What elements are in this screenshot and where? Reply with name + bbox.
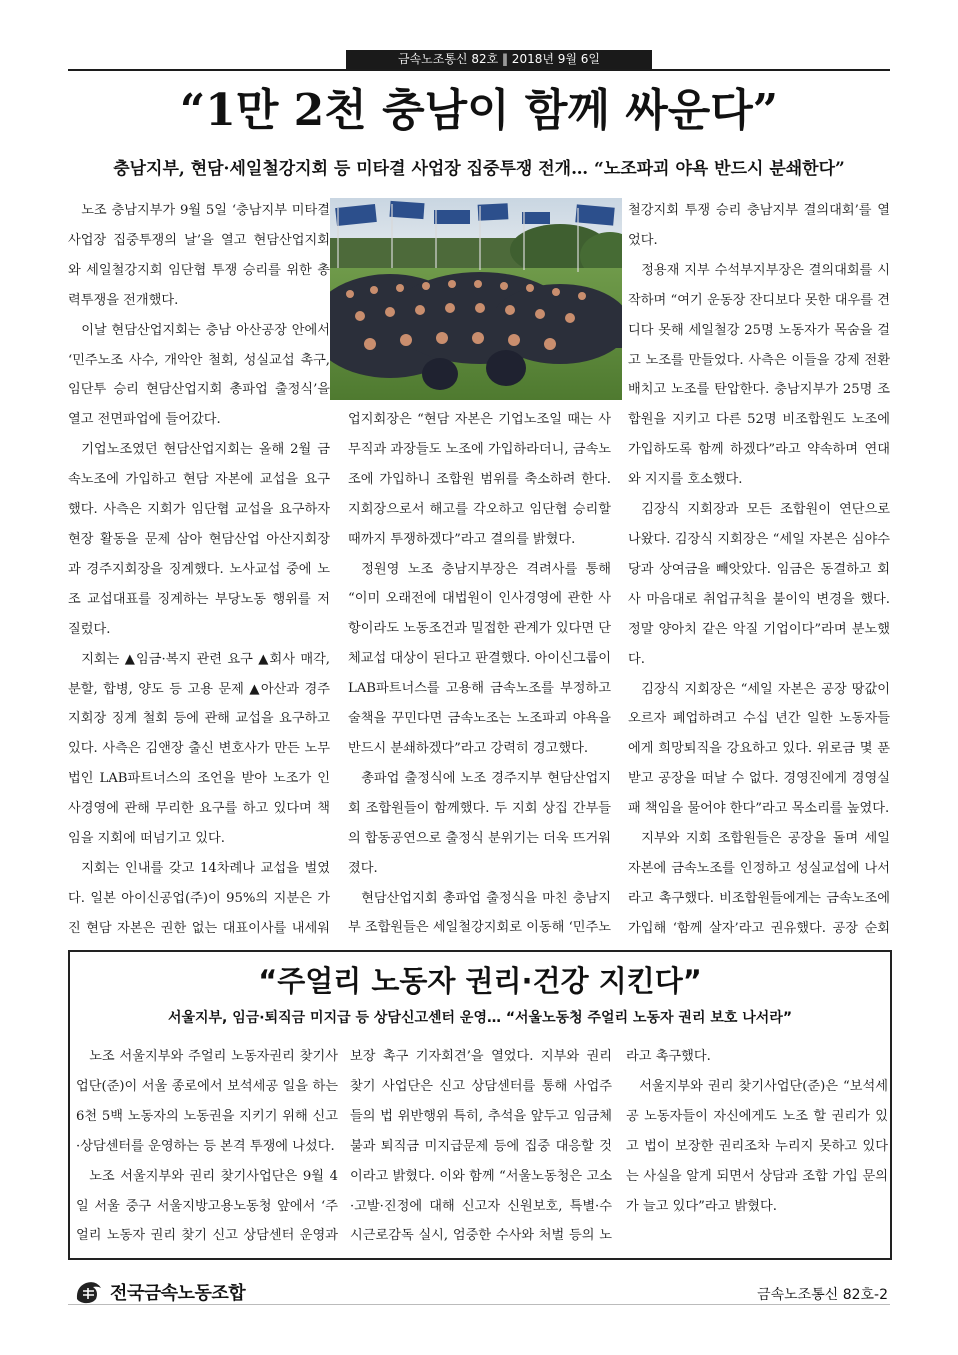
paragraph: 이날 현담산업지회는 충남 아산공장 안에서 ‘민주노조 사수, 개악안 철회, 성실교섭 촉구, 임단투 승리 현담산업지회 총파업 출정식’을 열고 전면파업에 들어갔다. (68, 322, 330, 428)
paragraph: 노조 충남지부가 9월 5일 ‘충남지부 미타결 사업장 집중투쟁의 날’을 열고 현담산업지회와 세일철강지회 임단협 투쟁 승리를 위한 총력투쟁을 전개했다. (68, 203, 330, 308)
box-headline: “주얼리 노동자 권리·건강 지킨다” (258, 964, 702, 998)
union-emblem-icon (74, 1279, 104, 1305)
article-column-2 (348, 405, 611, 945)
paragraph: 업지회장은 “현담 자본은 기업노조일 때는 사무직과 과장들도 노조에 가입하라더니, 금속노조에 가입하니 조합원 범위를 축소하려 한다. 지회장으로서 해고를 각오하고 임단협 승리할 때까지 투쟁하겠다”라고 결의를 밝혔다. (348, 412, 611, 547)
box-column-3 (626, 1042, 888, 1250)
paragraph: 서울지부와 권리 찾기사업단(준)은 “보석세공 노동자들이 자신에게도 노조 할 권리가 있고 법이 보장한 권리조차 누리지 못하고 있다는 사실을 알게 되면서 상담과 조합 가입 문의가 늘고 있다”라고 밝혔다. (626, 1078, 888, 1214)
paragraph: 김장식 지회장은 “세일 자본은 공장 땅값이 오르자 폐업하려고 수십 년간 일한 노동자들에게 희망퇴직을 강요하고 있다. 위로금 몇 푼 받고 공장을 떠날 수 없다. 경영진에게 경영실패 책임을 물어야 한다”라고 목소리를 높였다. (628, 681, 890, 817)
union-name: 전국금속노동조합 (110, 1283, 246, 1304)
paragraph: 총파업 출정식에 노조 경주지부 현담산업지회 조합원들이 함께했다. 두 지회 상집 간부들의 합동공연으로 출정식 분위기는 더욱 뜨거워졌다. (348, 770, 611, 876)
article-column-3 (628, 196, 890, 944)
issue-label: 금속노조통신 82호 ‖ 2018년 9월 6일 (346, 50, 652, 69)
paragraph: 보장 촉구 기자회견’을 열었다. 지부와 권리 찾기 사업단은 신고 상담센터를 통해 사업주들의 법 위반행위 특히, 추석을 앞두고 임금체불과 퇴직금 미지급문제 등에 집중 대응할 것이라고 밝혔다. 이와 함께 “서울노동청은 고소·고발·진정에 대해 신고자 신원보호, 특별·수시근로감독 실시, 엄중한 수사와 처벌 등의 노 (350, 1049, 612, 1244)
article-subhead: 충남지부, 현담·세일철강지회 등 미타결 사업장 집중투쟁 전개… “노조파괴 야욕 반드시 분쇄한다” (113, 159, 845, 179)
rally-photo (330, 198, 622, 400)
paragraph: 현담산업지회 총파업 출정식을 마친 충남지부 조합원들은 세일철강지회로 이동해 ‘민주노 (348, 890, 611, 936)
article-headline: “1만 2천 충남이 함께 싸운다” (179, 85, 779, 136)
paragraph: 라고 촉구했다. (626, 1049, 711, 1064)
box-column-2 (350, 1042, 612, 1250)
paragraph: 노조 서울지부와 권리 찾기사업단은 9월 4일 서울 중구 서울지방고용노동청 앞에서 ‘주얼리 노동자 권리 찾기 신고 상담센터 운영과 (76, 1168, 338, 1244)
box-subhead: 서울지부, 임금·퇴직금 미지급 등 상담신고센터 운영… “서울노동청 주얼리 노동자 권리 보호 나서라” (167, 1010, 793, 1026)
paragraph: 정용재 지부 수석부지부장은 결의대회를 시작하며 “여기 운동장 잔디보다 못한 대우를 견디다 못해 세일철강 25명 노동자가 목숨을 걸고 노조를 만들었다. 사측은 이들을 강제 전환배치고 노조를 탄압한다. 충남지부가 25명 조합원을 지키고 다른 52명 비조합원도 노조에 가입하도록 함께 하겠다”라고 약속하며 연대와 지지를 호소했다. (628, 262, 890, 488)
paragraph: 지회는 ▲임금·복지 관련 요구 ▲회사 매각, 분할, 합병, 양도 등 고용 문제 ▲아산과 경주지회장 징계 철회 등에 관해 교섭을 요구하고 있다. 사측은 김앤장 출신 변호사가 만든 노무법인 LAB파트너스의 조언을 받아 노조가 인사경영에 관해 무리한 요구를 하고 있다며 책임을 지회에 떠넘기고 있다. (68, 651, 330, 847)
rally-photo-image (330, 198, 622, 400)
paragraph: 철강지회 투쟁 승리 충남지부 결의대회’를 열었다. (628, 203, 890, 248)
paragraph: 지부와 지회 조합원들은 공장을 돌며 세일 자본에 금속노조를 인정하고 성실교섭에 나서라고 촉구했다. 비조합원들에게는 금속노조에 가입해 ‘함께 살자’라고 권유했다. 공장 순회 (628, 831, 890, 936)
paragraph: 노조 서울지부와 주얼리 노동자권리 찾기사업단(준)이 서울 종로에서 보석세공 일을 하는 6천 5백 노동자의 노동권을 지키기 위해 신고·상담센터를 운영하는 등 본격 투쟁에 나섰다. (76, 1049, 338, 1154)
paragraph: 김장식 지회장과 모든 조합원이 연단으로 나왔다. 김장식 지회장은 “세일 자본은 심야수당과 상여금을 빼앗았다. 임금은 동결하고 회사 마음대로 취업규칙을 불이익 변경을 했다. 정말 양아치 같은 악질 기업이다”라며 분노했다. (628, 502, 890, 667)
issue-header-bar (68, 50, 890, 71)
union-logo (74, 1278, 245, 1306)
paragraph: 지회는 인내를 갖고 14차례나 교섭을 벌였다. 일본 아이신공업(주)이 95%의 지분은 가진 현담 자본은 권한 없는 대표이사를 내세워 (68, 860, 330, 936)
jewelry-article-box (68, 950, 892, 1260)
paragraph: 정원영 노조 충남지부장은 격려사를 통해 “이미 오래전에 대법원이 인사경영에 관한 사항이라도 노동조건과 밀접한 관계가 있다면 단체교섭 대상이 된다고 판결했다. 아이신그룹이 LAB파트너스를 고용해 금속노조를 부정하고 술책을 꾸민다면 금속노조는 노조파괴 야욕을 반드시 분쇄하겠다”라고 강력히 경고했다. (348, 561, 611, 756)
article-column-1 (68, 196, 330, 944)
box-column-1 (76, 1042, 338, 1250)
paragraph: 기업노조였던 현담산업지회는 올해 2월 금속노조에 가입하고 현담 자본에 교섭을 요구했다. 사측은 지회가 임단협 교섭을 요구하자 현장 활동을 문제 삼아 현담산업 아산지회장과 경주지회장을 징계했다. 노사교섭 중에 노조 교섭대표를 징계하는 부당노동 행위를 저질렀다. (68, 442, 330, 637)
page-number: 금속노조통신 82호-2 (757, 1287, 888, 1303)
